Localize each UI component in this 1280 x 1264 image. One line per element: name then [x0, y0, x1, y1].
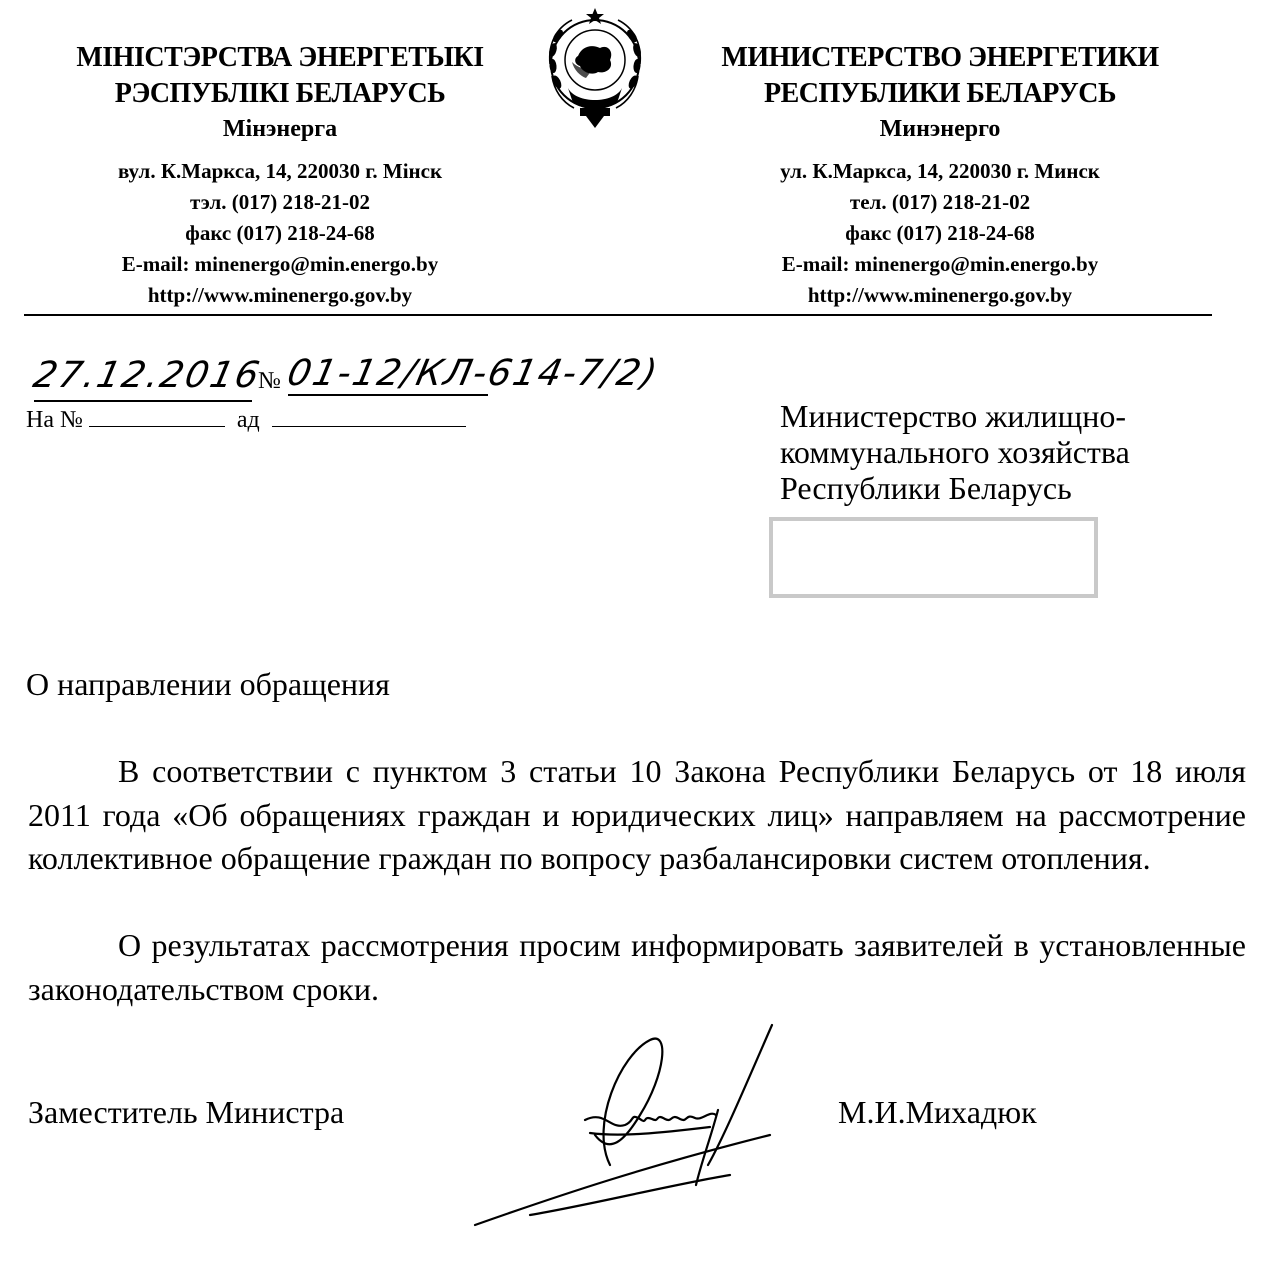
response-number-label: На №	[26, 407, 83, 433]
addressee	[780, 398, 1130, 506]
org-email: E-mail: minenergo@min.energo.by	[781, 252, 1099, 276]
org-phone: тэл. (017) 218-21-02	[189, 190, 371, 214]
registration-number	[283, 352, 688, 400]
org-short-name: Мінэнерга	[222, 116, 338, 142]
org-name-line1: МІНІСТЭРСТВА ЭНЕРГЕТЫКІ	[76, 42, 484, 73]
handwritten-signature-icon	[470, 1015, 780, 1245]
body-paragraph	[28, 750, 1246, 881]
body-paragraph-text: В соответствии с пунктом 3 статьи 10 Закона Республики Беларусь от 18 июля 2011 года «Об обращениях граждан и юридических лиц» направляем на рассмотрение коллективное обращение граждан по вопросу разбалансировки систем отопления.	[28, 753, 1246, 876]
org-name-line1: МИНИСТЕРСТВО ЭНЕРГЕТИКИ	[721, 42, 1159, 73]
org-email: E-mail: minenergo@min.energo.by	[121, 252, 439, 276]
registration-number-value: 01-12/КЛ-614-7/2)	[283, 353, 663, 394]
org-address: ул. К.Маркса, 14, 220030 г. Минск	[780, 159, 1100, 183]
redacted-box	[769, 517, 1098, 598]
letterhead-divider	[24, 314, 1212, 316]
response-number-blank	[89, 404, 225, 427]
response-reference	[26, 404, 466, 436]
registration-date-value: 27.12.2016	[29, 355, 265, 396]
letter-subject: О направлении обращения	[26, 666, 390, 702]
org-website: http://www.minenergo.gov.by	[147, 283, 413, 307]
letterhead-belarusian	[30, 40, 530, 311]
response-date-blank	[272, 404, 466, 427]
org-name-line2: РЭСПУБЛІКІ БЕЛАРУСЬ	[114, 78, 446, 109]
org-phone: тел. (017) 218-21-02	[849, 190, 1031, 214]
body-paragraph	[28, 924, 1246, 1011]
org-short-name: Минэнерго	[879, 116, 1001, 142]
response-date-label: ад	[236, 407, 260, 433]
org-fax: факс (017) 218-24-68	[185, 221, 375, 245]
org-website: http://www.minenergo.gov.by	[807, 283, 1073, 307]
addressee-line: Министерство жилищно-	[780, 398, 1127, 434]
org-address: вул. К.Маркса, 14, 220030 г. Мінск	[117, 159, 443, 183]
letterhead-russian	[690, 40, 1190, 311]
org-name-line2: РЕСПУБЛИКИ БЕЛАРУСЬ	[764, 78, 1116, 109]
registration-number-label: №	[258, 368, 281, 394]
body-paragraph-text: О результатах рассмотрения просим информировать заявителей в установленные законодательством сроки.	[28, 927, 1246, 1007]
signatory-position: Заместитель Министра	[28, 1094, 345, 1130]
addressee-line: коммунального хозяйства	[780, 434, 1130, 470]
org-fax: факс (017) 218-24-68	[845, 221, 1035, 245]
registration-date	[29, 355, 265, 402]
signatory-name: М.И.Михадюк	[838, 1094, 1037, 1130]
belarus-state-emblem-icon	[528, 4, 662, 130]
registration-number-underline	[288, 394, 488, 396]
addressee-line: Республики Беларусь	[780, 470, 1072, 506]
